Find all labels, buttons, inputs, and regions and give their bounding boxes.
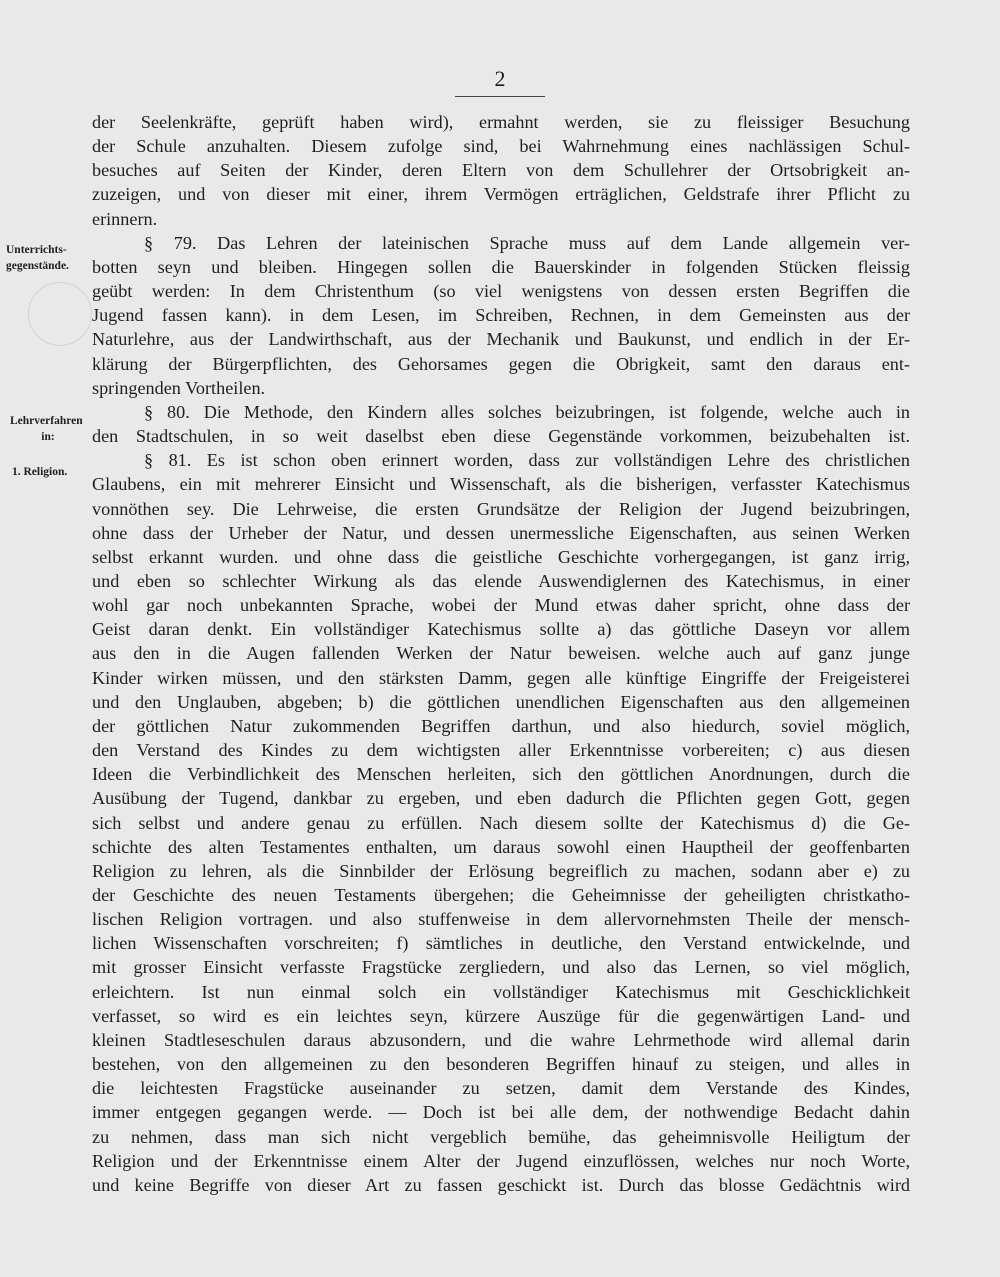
page-number-rule (455, 96, 545, 97)
margin-note-lehrverfahren (10, 413, 86, 445)
paragraph-80-start: § 80. Die Methode, den Kindern alles solches beizubringen, ist folgende, welche auch in (144, 401, 910, 422)
margin-note-line: in: (41, 431, 55, 443)
text-line: den Verstand des Kindes zu dem wichtigsten aller Erkenntnisse vorbereiten; c) aus diesen (92, 740, 910, 761)
text-line: lischen Religion vortragen. und also stuffenweise in dem allervornehmsten Theile der mensch- (92, 909, 910, 930)
text-line: erinnern. (92, 208, 158, 229)
text-line: verfasset, so wird es ein leichtes seyn, kürzere Auszüge für die gegenwärtigen Land- und (92, 1005, 910, 1026)
text-line: zuzeigen, und von dieser mit einer, ihrem Vermögen erträglichen, Geldstrafe ihrer Pflicht zu (92, 184, 910, 205)
text-line: der Geschichte des neuen Testaments übergehen; die Geheimnisse der geheiligten christkatho- (92, 885, 910, 905)
text-line: sich selbst und andere genau zu erfüllen. Nach diesem sollte der Katechismus d) die Ge- (92, 812, 910, 833)
text-line: besuches auf Seiten der Kinder, deren Eltern von dem Schullehrer der Ortsobrigkeit an- (92, 160, 910, 181)
text-line: vonnöthen sey. Die Lehrweise, die ersten Grundsätze der Religion der Jugend beizubringen, (92, 498, 910, 519)
text-line: aus den in die Augen fallenden Werken der Natur beweisen. welche auch auf ganz junge (92, 643, 910, 664)
text-line: wohl gar noch unbekannten Sprache, wobei der Mund etwas daher spricht, ohne dass der (92, 595, 910, 616)
faded-stamp (28, 282, 92, 346)
text-line: mit grosser Einsicht verfasste Fragstücke zergliedern, und also das Lernen, so viel möglich, (92, 957, 910, 978)
margin-note-unterrichtsgegenstaende (6, 242, 69, 274)
text-line: selbst erkannt wurden. und ohne dass die geistliche Geschichte vorhergegangen, ist ganz irrig, (92, 546, 910, 567)
text-line: Kinder wirken müssen, und den stärksten Damm, gegen alle künftige Eingriffe der Freigeisterei (92, 667, 910, 688)
text-line: und keine Begriffe von dieser Art zu fassen geschickt ist. Durch das blosse Gedächtnis wird (92, 1174, 910, 1195)
text-line: kleinen Stadtleseschulen daraus abzusondern, und die wahre Lehrmethode wird allemal darin (92, 1029, 910, 1050)
text-line: Religion zu lehren, als die Sinnbilder der Erlösung begreiflich zu machen, sodann aber e) zu (92, 860, 910, 881)
text-line: geübt werden: In dem Christenthum (so viel wenigstens von dessen ersten Begriffen die (92, 281, 910, 302)
text-line: erleichtern. Ist nun einmal solch ein vollständiger Katechismus mit Geschicklichkeit (92, 981, 910, 1002)
text-line: den Stadtschulen, in so weit daselbst eben diese Gegenstände vorkommen, beizubehalten ist. (92, 426, 910, 447)
text-line: der göttlichen Natur zukommenden Begriffen darthun, und also hiedurch, soviel möglich, (92, 715, 910, 736)
body-text (92, 110, 910, 1197)
text-line: schichte des alten Testamentes enthalten, um daraus sowohl einen Hauptheil der geoffenbarten (92, 836, 910, 857)
text-line: Glaubens, ein mit mehrerer Einsicht und Wissenschaft, als die bisherigen, verfasster Katechismus (92, 474, 910, 495)
text-line: Ausübung der Tugend, dankbar zu ergeben, und eben dadurch die Pflichten gegen Gott, gegen (92, 788, 910, 809)
text-line: lichen Wissenschaften vorschreiten; f) sämtliches in deutliche, den Verstand entwickelnde, und (92, 933, 910, 954)
page-number: 2 (494, 66, 506, 91)
margin-note-religion: 1. Religion. (12, 466, 68, 478)
text-line: Religion und der Erkenntnisse einem Alter der Jugend einzuflössen, welches nur noch Worte, (92, 1150, 910, 1171)
paragraph-81-start: § 81. Es ist schon oben erinnert worden, dass zur vollständigen Lehre des christlichen (144, 450, 910, 471)
text-line: Naturlehre, aus der Landwirthschaft, aus der Mechanik und Baukunst, und endlich in der Er- (92, 329, 910, 350)
margin-note-line: Lehrverfahren (10, 415, 83, 427)
margin-note-line: Unterrichts- (6, 244, 67, 256)
paragraph-79-start: § 79. Das Lehren der lateinischen Sprache muss auf dem Lande allgemein ver- (144, 232, 910, 253)
text-line: und den Unglauben, abgeben; b) die göttlichen unendlichen Eigenschaften aus den allgemeinen (92, 691, 910, 712)
text-line: immer entgegen gegangen werde. — Doch ist bei alle dem, der nothwendige Bedacht dahin (92, 1102, 910, 1123)
text-line: klärung der Bürgerpflichten, des Gehorsames gegen die Obrigkeit, samt den daraus ent- (92, 353, 910, 374)
text-line: der Schule anzuhalten. Diesem zufolge sind, bei Wahrnehmung eines nachlässigen Schul- (92, 136, 910, 157)
text-line: die leichtesten Fragstücke auseinander zu setzen, damit dem Verstande des Kindes, (92, 1078, 910, 1099)
text-line: der Seelenkräfte, geprüft haben wird), ermahnt werden, sie zu fleissiger Besuchung (92, 112, 910, 132)
text-line: ohne dass der Urheber der Natur, und dessen unermessliche Eigenschaften, aus seinen Werken (92, 522, 910, 543)
text-line: Ideen die Verbindlichkeit des Menschen herleiten, sich den göttlichen Anordnungen, durch die (92, 764, 910, 785)
text-line: Geist daran denkt. Ein vollständiger Katechismus sollte a) das göttliche Daseyn vor allem (92, 619, 910, 640)
text-line: und eben so schlechter Wirkung als das elende Auswendiglernen des Katechismus, in einer (92, 570, 910, 591)
text-line: Jugend fassen kann). in dem Lesen, im Schreiben, Rechnen, in dem Gemeinsten aus der (92, 305, 910, 326)
margin-note-line: gegenstände. (6, 260, 69, 272)
text-line: bestehen, von den allgemeinen zu den besonderen Begriffen hinauf zu steigen, und alles in (92, 1054, 910, 1075)
text-line: zu nehmen, dass man sich nicht vergeblich bemühe, das geheimnisvolle Heiligtum der (92, 1126, 910, 1147)
text-line: springenden Vortheilen. (92, 377, 266, 398)
text-line: botten seyn und bleiben. Hingegen sollen die Bauerskinder in folgenden Stücken fleissig (92, 256, 910, 277)
